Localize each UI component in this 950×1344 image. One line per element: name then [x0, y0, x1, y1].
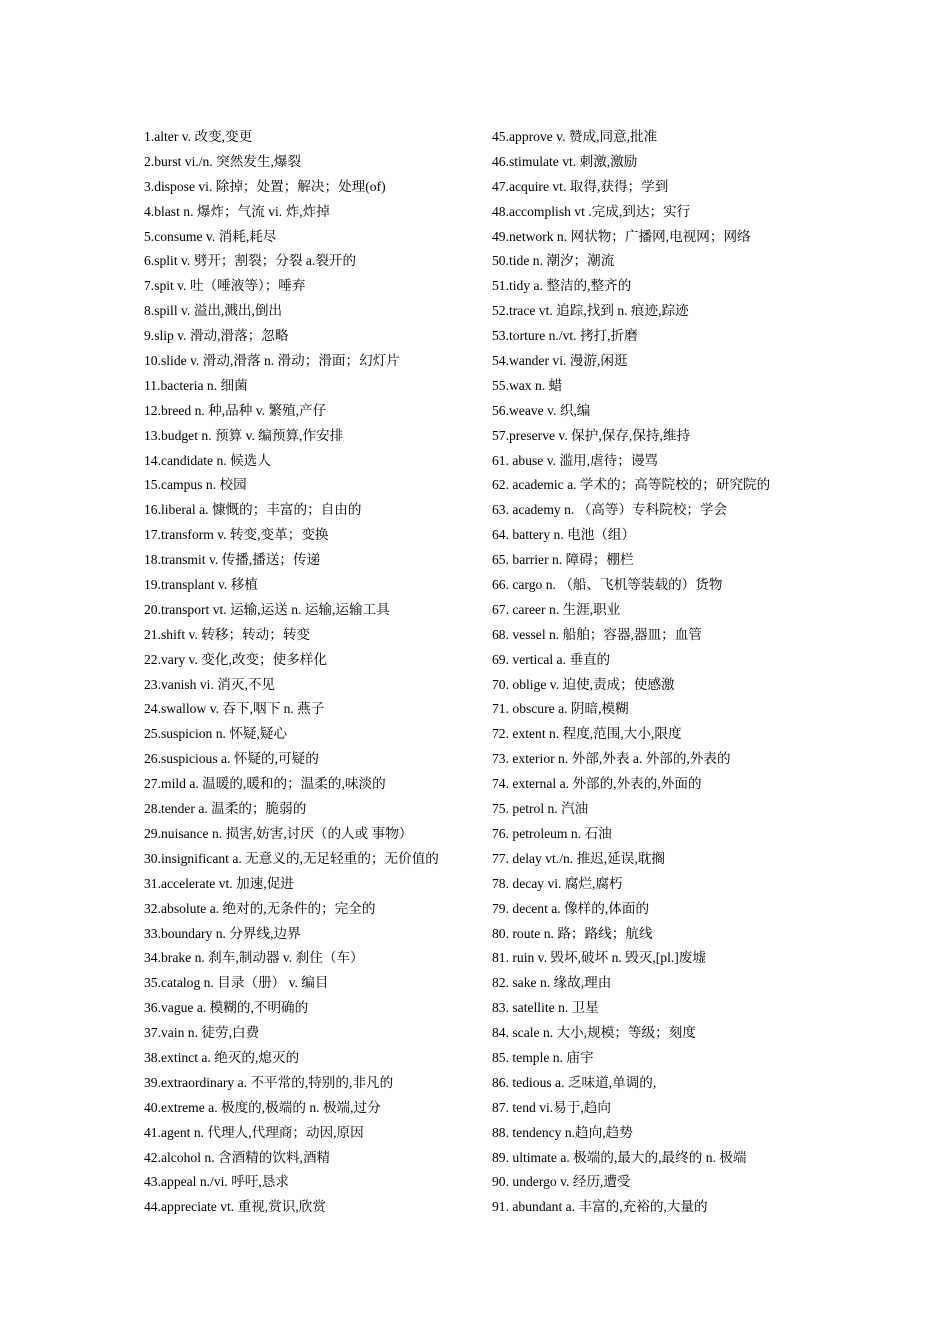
vocab-entry: 10.slide v. 滑动,滑落 n. 滑动；滑面；幻灯片 — [144, 353, 400, 369]
vocab-entry: 11.bacteria n. 细菌 — [144, 377, 248, 393]
vocab-entry: 1.alter v. 改变,变更 — [144, 129, 253, 144]
vocab-entry: 30.insignificant a. 无意义的,无足轻重的；无价值的 — [144, 850, 439, 866]
vocab-entry: 89. ultimate a. 极端的,最大的,最终的 n. 极端 — [492, 1149, 747, 1165]
vocab-entry: 4.blast n. 爆炸；气流 vi. 炸,炸掉 — [144, 203, 330, 219]
vocab-entry: 66. cargo n. （船、飞机等装载的）货物 — [492, 577, 723, 593]
vocab-entry: 73. exterior n. 外部,外表 a. 外部的,外表的 — [492, 751, 731, 767]
vocab-entry: 45.approve v. 赞成,同意,批准 — [492, 129, 658, 144]
vocab-entry: 18.transmit v. 传播,播送；传递 — [144, 552, 321, 568]
vocab-entry: 56.weave v. 织,编 — [492, 402, 591, 418]
vocab-entry: 22.vary v. 变化,改变；使多样化 — [144, 651, 327, 667]
vocab-entry: 68. vessel n. 船舶；容器,器皿；血管 — [492, 626, 702, 642]
vocab-entry: 9.slip v. 滑动,滑落；忽略 — [144, 328, 289, 344]
vocab-entry: 20.transport vt. 运输,运送 n. 运输,运输工具 — [144, 601, 390, 617]
vocab-entry: 65. barrier n. 障碍；棚栏 — [492, 552, 634, 568]
vocab-entry: 52.trace vt. 追踪,找到 n. 痕迹,踪迹 — [492, 303, 689, 319]
vocab-entry: 62. academic a. 学术的；高等院校的；研究院的 — [492, 477, 771, 493]
vocab-entry: 32.absolute a. 绝对的,无条件的；完全的 — [144, 900, 376, 916]
vocab-entry: 63. academy n. （高等）专科院校；学会 — [492, 502, 728, 518]
vocab-entry: 40.extreme a. 极度的,极端的 n. 极端,过分 — [144, 1099, 381, 1115]
vocab-column-right — [492, 126, 902, 1221]
vocab-entry: 24.swallow v. 吞下,咽下 n. 燕子 — [144, 701, 325, 717]
vocab-entry: 85. temple n. 庙宇 — [492, 1049, 594, 1065]
vocab-entry: 88. tendency n.趋向,趋势 — [492, 1124, 633, 1140]
vocab-entry: 80. route n. 路；路线；航线 — [492, 925, 653, 941]
vocab-entry: 51.tidy a. 整洁的,整齐的 — [492, 278, 632, 294]
vocab-entry: 70. oblige v. 迫使,责成；使感激 — [492, 676, 675, 692]
vocab-entry: 91. abundant a. 丰富的,充裕的,大量的 — [492, 1199, 708, 1215]
vocab-entry: 5.consume v. 消耗,耗尽 — [144, 228, 277, 244]
vocab-entry: 47.acquire vt. 取得,获得；学到 — [492, 178, 669, 194]
vocab-entry: 82. sake n. 缘故,理由 — [492, 975, 612, 991]
vocab-entry: 78. decay vi. 腐烂,腐朽 — [492, 875, 623, 891]
vocab-entry: 53.torture n./vt. 拷打,折磨 — [492, 328, 638, 344]
vocab-entry: 39.extraordinary a. 不平常的,特别的,非凡的 — [144, 1074, 394, 1090]
vocab-entry: 35.catalog n. 目录（册） v. 编目 — [144, 975, 329, 991]
vocab-entry: 21.shift v. 转移；转动；转变 — [144, 626, 311, 642]
vocab-entry: 57.preserve v. 保护,保存,保持,维持 — [492, 427, 691, 443]
vocab-entry: 64. battery n. 电池（组） — [492, 527, 636, 543]
vocab-column-left — [144, 126, 484, 1221]
vocab-entry: 15.campus n. 校园 — [144, 477, 247, 493]
vocab-entry: 23.vanish vi. 消灭,不见 — [144, 676, 276, 692]
vocab-entry: 81. ruin v. 毁坏,破坏 n. 毁灭,[pl.]废墟 — [492, 950, 706, 966]
vocab-entry: 67. career n. 生涯,职业 — [492, 601, 621, 617]
vocab-entry: 71. obscure a. 阴暗,模糊 — [492, 701, 629, 717]
vocab-entry: 14.candidate n. 候选人 — [144, 452, 271, 468]
vocab-entry: 75. petrol n. 汽油 — [492, 801, 589, 817]
vocab-entry: 3.dispose vi. 除掉；处置；解决；处理(of) — [144, 178, 386, 194]
vocab-entry: 28.tender a. 温柔的；脆弱的 — [144, 801, 307, 817]
vocab-entry: 74. external a. 外部的,外表的,外面的 — [492, 776, 702, 792]
vocab-entry: 36.vague a. 模糊的,不明确的 — [144, 1000, 309, 1016]
vocab-entry: 79. decent a. 像样的,体面的 — [492, 900, 650, 916]
vocab-entry: 8.spill v. 溢出,溅出,倒出 — [144, 303, 283, 319]
vocab-entry: 84. scale n. 大小,规模；等级；刻度 — [492, 1025, 696, 1041]
vocab-entry: 17.transform v. 转变,变革；变换 — [144, 527, 329, 543]
vocab-entry: 87. tend vi.易于,趋向 — [492, 1099, 611, 1115]
vocab-entry: 42.alcohol n. 含酒精的饮料,酒精 — [144, 1149, 331, 1165]
vocab-entry: 41.agent n. 代理人,代理商；动因,原因 — [144, 1124, 364, 1140]
vocab-entry: 61. abuse v. 滥用,虐待；谩骂 — [492, 452, 659, 468]
vocab-entry: 38.extinct a. 绝灭的,熄灭的 — [144, 1049, 300, 1065]
vocab-entry: 86. tedious a. 乏味道,单调的, — [492, 1074, 657, 1090]
vocab-entry: 43.appeal n./vi. 呼吁,恳求 — [144, 1174, 289, 1190]
vocab-entry: 83. satellite n. 卫星 — [492, 1000, 599, 1016]
vocab-entry: 50.tide n. 潮汐；潮流 — [492, 253, 615, 269]
vocab-entry: 54.wander vi. 漫游,闲逛 — [492, 353, 628, 369]
vocab-entry: 31.accelerate vt. 加速,促进 — [144, 875, 294, 891]
vocab-entry: 25.suspicion n. 怀疑,疑心 — [144, 726, 288, 742]
vocab-entry: 6.split v. 劈开；割裂；分裂 a.裂开的 — [144, 253, 357, 269]
vocab-entry: 55.wax n. 蜡 — [492, 377, 563, 393]
vocab-entry: 49.network n. 网状物；广播网,电视网；网络 — [492, 228, 751, 244]
vocab-entry: 19.transplant v. 移植 — [144, 577, 258, 593]
vocab-entry: 27.mild a. 温暖的,暖和的；温柔的,味淡的 — [144, 776, 386, 792]
vocab-entry: 90. undergo v. 经历,遭受 — [492, 1174, 631, 1190]
vocab-entry: 12.breed n. 种,品种 v. 繁殖,产仔 — [144, 402, 327, 418]
vocab-entry: 7.spit v. 吐（唾液等）；唾弃 — [144, 278, 306, 294]
vocab-entry: 16.liberal a. 慷慨的；丰富的；自由的 — [144, 502, 362, 518]
vocab-entry: 69. vertical a. 垂直的 — [492, 651, 611, 667]
vocab-entry: 13.budget n. 预算 v. 编预算,作安排 — [144, 427, 344, 443]
vocab-entry: 44.appreciate vt. 重视,赏识,欣赏 — [144, 1199, 326, 1215]
vocab-entry: 26.suspicious a. 怀疑的,可疑的 — [144, 751, 319, 767]
vocab-entry: 2.burst vi./n. 突然发生,爆裂 — [144, 153, 302, 169]
vocab-entry: 76. petroleum n. 石油 — [492, 825, 612, 841]
vocab-entry: 33.boundary n. 分界线,边界 — [144, 925, 301, 941]
vocab-entry: 48.accomplish vt .完成,到达；实行 — [492, 203, 691, 219]
vocab-entry: 29.nuisance n. 损害,妨害,讨厌（的人或 事物） — [144, 825, 413, 841]
vocab-entry: 77. delay vt./n. 推迟,延误,耽搁 — [492, 850, 665, 866]
vocab-entry: 37.vain n. 徒劳,白费 — [144, 1025, 260, 1041]
vocab-entry: 34.brake n. 刹车,制动器 v. 刹住（车） — [144, 950, 364, 966]
vocab-entry: 46.stimulate vt. 刺激,激励 — [492, 153, 638, 169]
vocab-entry: 72. extent n. 程度,范围,大小,限度 — [492, 726, 682, 742]
